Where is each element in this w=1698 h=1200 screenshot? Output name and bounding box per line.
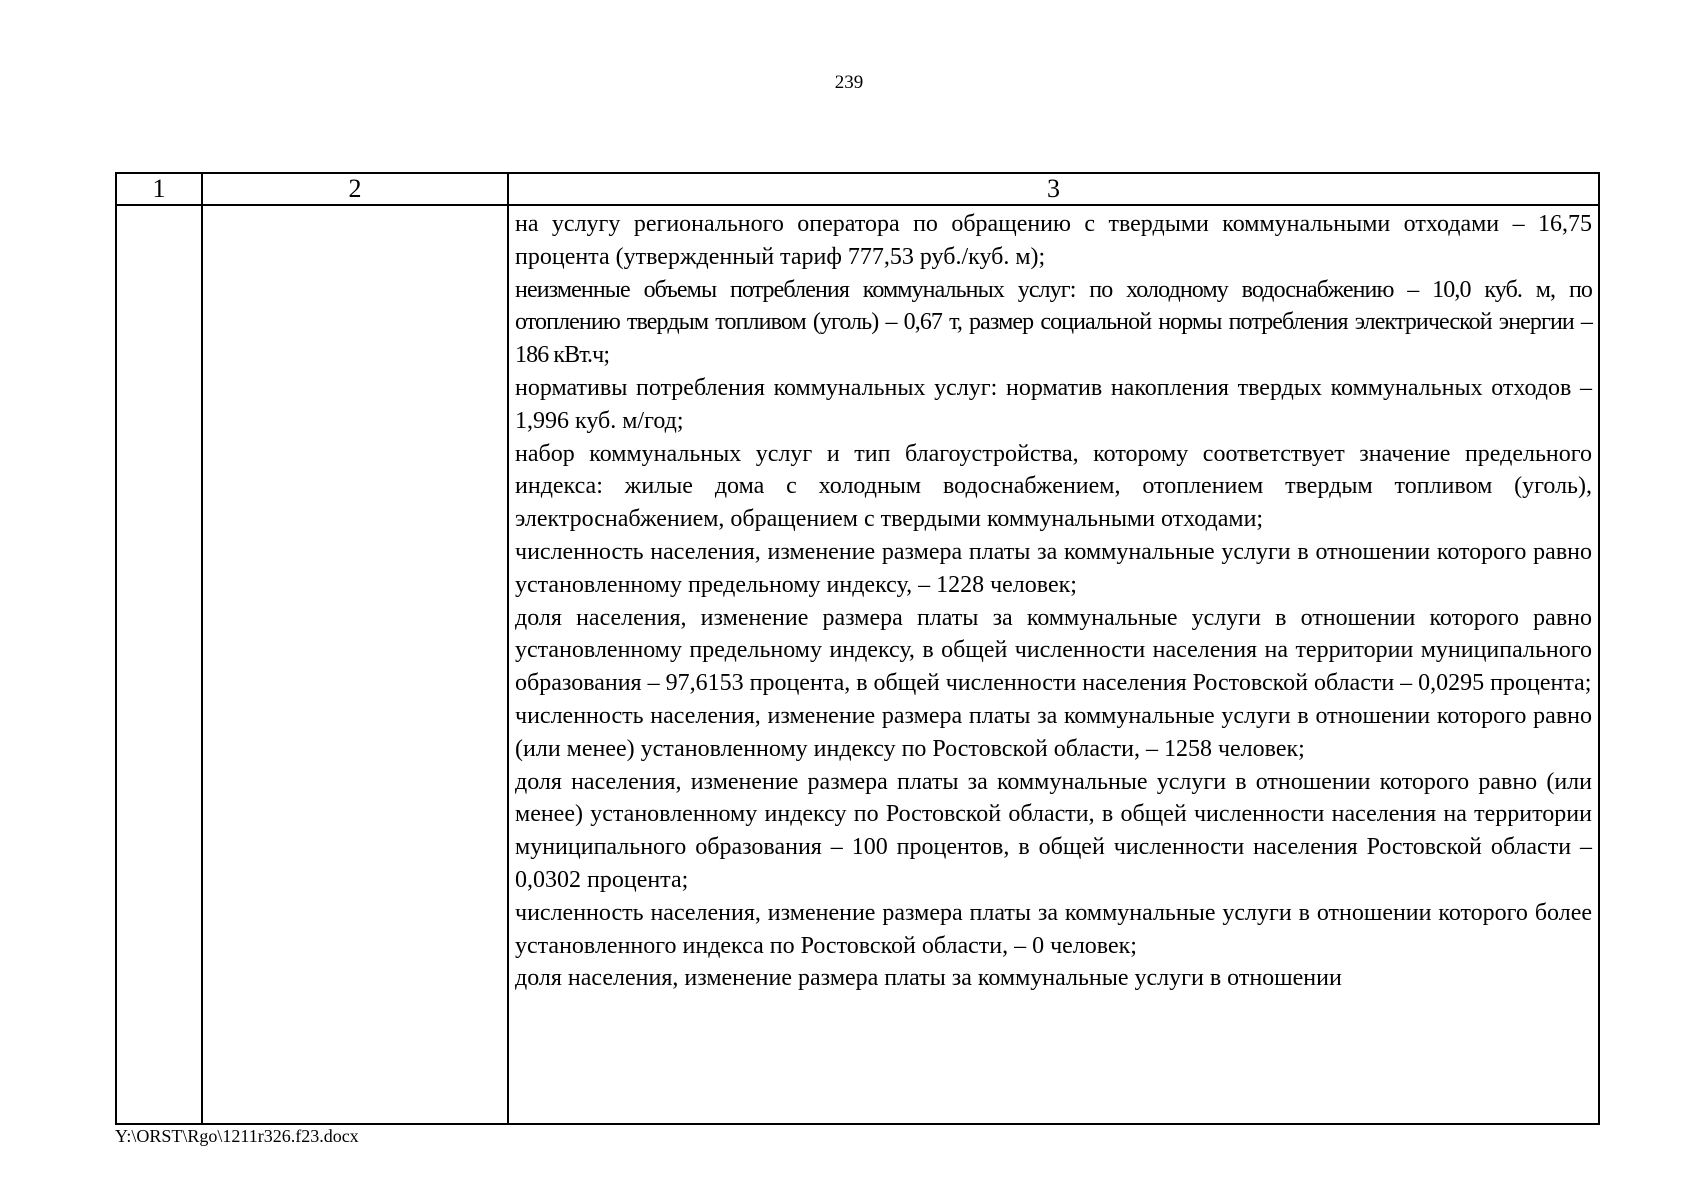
paragraph-population-equal-or-less: численность населения, изменение размера платы за коммунальные услуги в отношении которого равно (или менее) установленному индексу по Ростовской области, – 1258 человек; bbox=[515, 702, 1592, 762]
paragraph-population-more: численность населения, изменение размера платы за коммунальные услуги в отношении которого более установленного индекса по Ростовской области, – 0 человек; bbox=[515, 899, 1592, 959]
cell-col-1 bbox=[116, 205, 202, 1124]
table-header-row bbox=[116, 173, 1599, 205]
paragraph-consumption-volumes: неизменные объемы потребления коммунальных услуг: по холодному водоснабжению – 10,0 куб. м, по отоплению твердым топливом (уголь) – 0,67 т, размер социальной нормы потребления электрической энергии – 186 кВт.ч; bbox=[515, 276, 1592, 369]
paragraph-service-set: набор коммунальных услуг и тип благоустройства, которому соответствует значение предельного индекса: жилые дома с холодным водоснабжением, отоплением твердым топливом (уголь), электроснабжением, обращением с твердыми коммунальными отходами; bbox=[515, 440, 1592, 533]
cell-col-2 bbox=[202, 205, 508, 1124]
page-number: 239 bbox=[834, 72, 864, 93]
cell-col-3 bbox=[508, 205, 1599, 1124]
paragraph-regional-operator-tariff: на услугу регионального оператора по обращению с твердыми коммунальными отходами – 16,75 процента (утвержденный тариф 777,53 руб./куб. м); bbox=[515, 211, 1592, 270]
column-header-1: 1 bbox=[116, 173, 202, 205]
paragraph-share-equal-limit: доля населения, изменение размера платы за коммунальные услуги в отношении которого равно установленному предельному индексу, в общей численности населения на территории муниципального образования – 97,6153 процента, в общей численности населения Ростовской области – 0,0295 процента; bbox=[515, 604, 1592, 697]
footer-file-path: Y:\ORST\Rgo\1211r326.f23.docx bbox=[115, 1126, 359, 1146]
paragraph-population-equal-limit: численность населения, изменение размера платы за коммунальные услуги в отношении которого равно установленному предельному индексу, – 1228 человек; bbox=[515, 538, 1592, 598]
column-header-2: 2 bbox=[202, 173, 508, 205]
table-row bbox=[116, 205, 1599, 1124]
document-table bbox=[115, 172, 1600, 1125]
paragraph-share-equal-or-less: доля населения, изменение размера платы за коммунальные услуги в отношении которого равно (или менее) установленному индексу по Ростовской области, в общей численности населения на территории муниципального образования – 100 процентов, в общей численности населения Ростовской области – 0,0302 процента; bbox=[515, 768, 1592, 893]
column-header-3: 3 bbox=[508, 173, 1599, 205]
paragraph-consumption-norms: нормативы потребления коммунальных услуг: норматив накопления твердых коммунальных отходов – 1,996 куб. м/год; bbox=[515, 374, 1592, 434]
paragraph-share-more: доля населения, изменение размера платы за коммунальные услуги в отношении bbox=[515, 965, 1342, 992]
